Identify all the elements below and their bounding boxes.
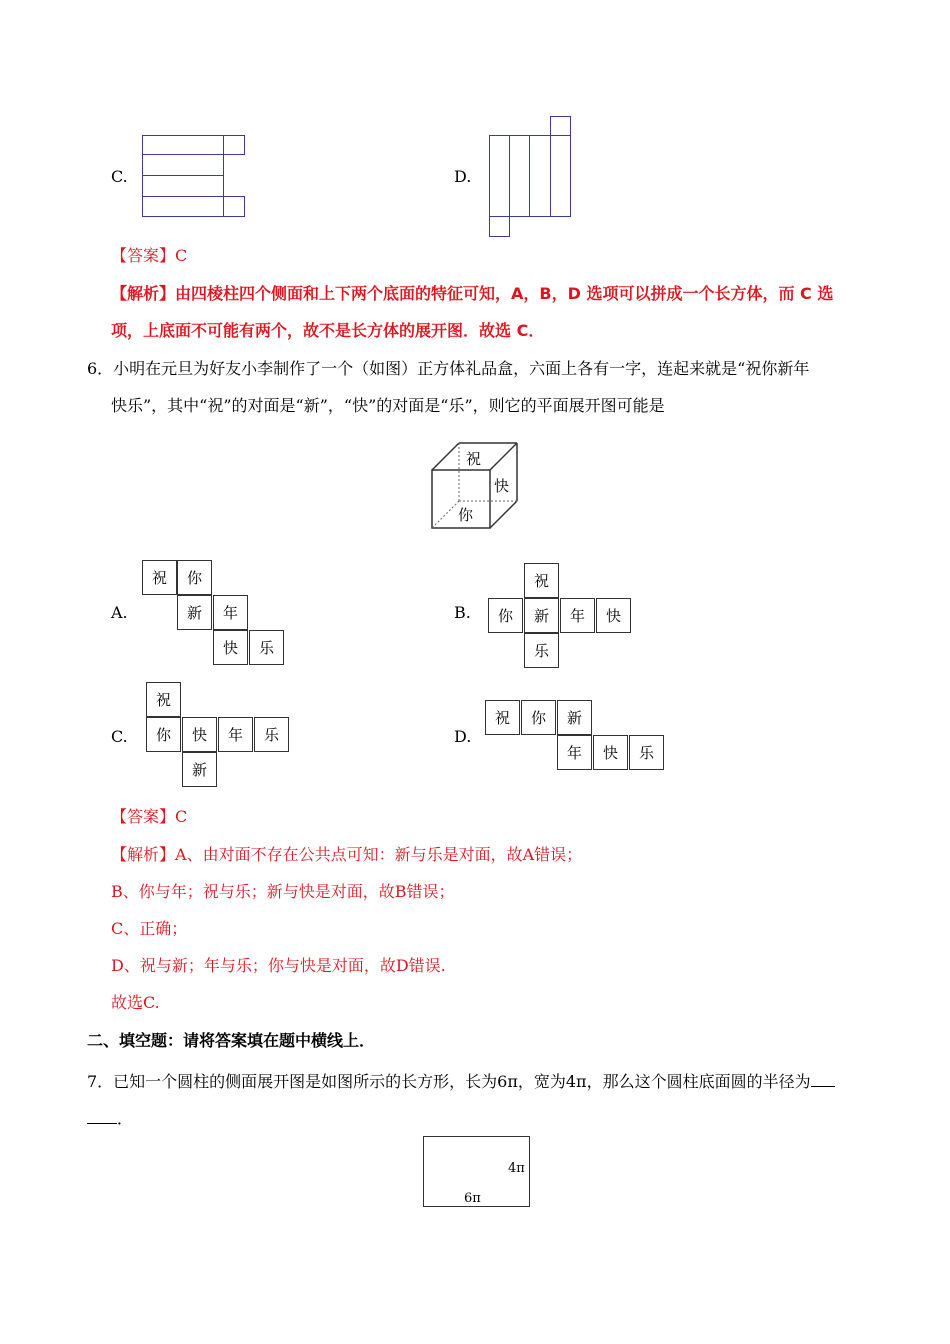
- q5-analysis-tag: 【解析】: [111, 284, 176, 303]
- net-b-cell: 新: [524, 598, 559, 633]
- section-2-title: 二、填空题：请将答案填在题中横线上．: [87, 1031, 376, 1050]
- q6-cube-figure: [428, 440, 523, 532]
- q6-analysis-c: C、正确；: [111, 919, 188, 938]
- net-c-cell: 你: [146, 717, 181, 752]
- net-c-cell: 祝: [146, 682, 181, 717]
- net-c-cell: 快: [182, 717, 217, 752]
- q7-stem-line2: [87, 1107, 133, 1129]
- net-c-cell: 乐: [254, 717, 289, 752]
- net-d-cell: 祝: [485, 700, 520, 735]
- q6-analysis-tag: 【解析】: [111, 845, 176, 864]
- q7-length-label: 6π: [464, 1191, 481, 1206]
- q5-analysis-text1: 由四棱柱四个侧面和上下两个底面的特征可知，A，B，D 选项可以拼成一个长方体，而 C 选: [175, 284, 834, 303]
- q7-rectangle-figure: [423, 1136, 530, 1207]
- net-c-cell: 年: [218, 717, 253, 752]
- net-d-cell: 快: [593, 735, 628, 770]
- q7-answer-blank-1[interactable]: [811, 1070, 835, 1087]
- net-d-cell: 年: [557, 735, 592, 770]
- q6-stem-line1: 6．小明在元旦为好友小李制作了一个（如图）正方体礼品盒，六面上各有一字，连起来就是“祝你新年: [87, 359, 810, 378]
- q6-analysis-a: A、由对面不存在公共点可知：新与乐是对面，故A错误；: [175, 845, 583, 864]
- net-a-cell: 新: [177, 595, 212, 630]
- net-d-cell: 新: [557, 700, 592, 735]
- q6-option-b-label: B.: [454, 603, 471, 622]
- net-a-cell: 年: [213, 595, 248, 630]
- net-a-cell: 乐: [249, 630, 284, 665]
- q7-answer-blank-2[interactable]: [87, 1107, 117, 1124]
- net-b-cell: 祝: [524, 563, 559, 598]
- net-a-cell: 你: [177, 560, 212, 595]
- q6-analysis-b: B、你与年；祝与乐；新与快是对面，故B错误；: [111, 882, 455, 901]
- q7-stem-line: [87, 1070, 835, 1092]
- q6-analysis-a-line: [111, 845, 582, 865]
- q6-option-d-label: D.: [454, 727, 472, 746]
- q5-analysis-line2: 项，上底面不可能有两个，故不是长方体的展开图．故选 C．: [111, 321, 545, 340]
- q6-analysis-d: D、祝与新；年与乐；你与快是对面，故D错误.: [111, 956, 446, 975]
- net-d-cell: 你: [521, 700, 556, 735]
- cube-top-char: 祝: [466, 450, 482, 468]
- q6-answer: 【答案】C: [111, 807, 188, 826]
- q7-width-label: 4π: [508, 1161, 525, 1176]
- q6-stem-line2: 快乐”，其中“祝”的对面是“新”，“快”的对面是“乐”，则它的平面展开图可能是: [111, 396, 665, 415]
- net-b-cell: 你: [488, 598, 523, 633]
- q7-stem: 7．已知一个圆柱的侧面展开图是如图所示的长方形，长为6π，宽为4π，那么这个圆柱底面圆的半径为: [87, 1072, 811, 1091]
- cube-right-char: 快: [494, 477, 510, 495]
- q7-tail: ．: [117, 1109, 134, 1128]
- net-b-cell: 乐: [524, 633, 559, 668]
- q5-option-d-label: D.: [454, 167, 472, 186]
- net-b-cell: 年: [560, 598, 595, 633]
- net-c-cell: 新: [182, 752, 217, 787]
- q5-analysis-line1: [111, 284, 833, 304]
- q6-option-a-label: A.: [111, 603, 128, 622]
- net-d-cell: 乐: [629, 735, 664, 770]
- cube-front-char: 你: [458, 506, 474, 524]
- q5-option-c-label: C.: [111, 167, 128, 186]
- q6-option-c-label: C.: [111, 727, 128, 746]
- net-a-cell: 快: [213, 630, 248, 665]
- net-a-cell: 祝: [142, 560, 177, 595]
- net-b-cell: 快: [596, 598, 631, 633]
- q6-conclusion: 故选C.: [111, 993, 160, 1012]
- q5-answer: 【答案】C: [111, 246, 188, 265]
